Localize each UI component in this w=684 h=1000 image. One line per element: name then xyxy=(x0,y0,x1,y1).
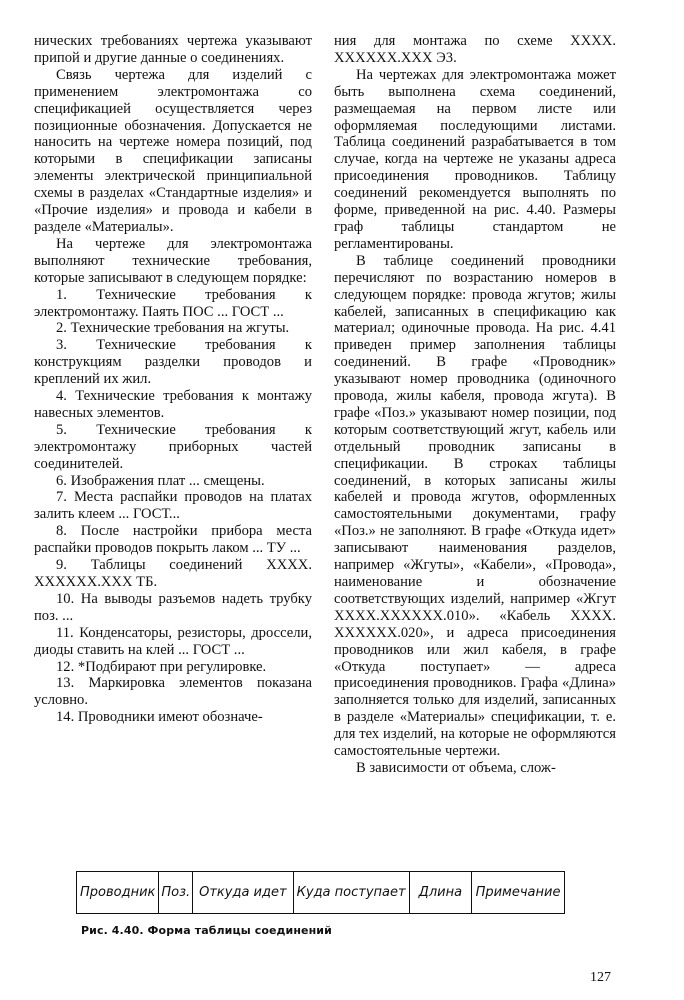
right-text-column xyxy=(334,33,616,777)
left-column-paragraph: На чертеже для электромонтажа выполняют технические требования, которые записывают в следующем порядке: xyxy=(34,235,312,286)
column-header-position: Поз. xyxy=(159,872,193,914)
left-column-paragraph: 1. Технические требования к электромонтажу. Паять ПОС ... ГОСТ ... xyxy=(34,286,312,320)
left-column-paragraph: 7. Места распайки проводов на платах залить клеем ... ГОСТ... xyxy=(34,489,312,523)
column-header-to: Куда поступает xyxy=(293,872,409,914)
left-column-paragraph: 10. На выводы разъемов надеть трубку поз. ... xyxy=(34,590,312,624)
left-column-paragraph: 11. Конденсаторы, резисторы, дроссели, диоды ставить на клей ... ГОСТ ... xyxy=(34,624,312,658)
left-column-paragraph: 14. Проводники имеют обозначе- xyxy=(56,709,263,726)
left-column-paragraph: 6. Изображения плат ... смещены. xyxy=(56,472,265,489)
left-column-paragraph: 5. Технические требования к электромонтажу приборных частей соединителей. xyxy=(34,421,312,472)
column-header-length: Длина xyxy=(409,872,471,914)
left-column-paragraph: 2. Технические требования на жгуты. xyxy=(56,320,290,337)
right-column-paragraph: В таблице соединений проводники перечисляют по возрастанию номеров в следующем порядке: провода жгутов; жилы кабелей, записанных в спецификацию как материал; одиночные провода. На рис. 4.41 приведен пример заполнения таблицы соединений. В графе «Проводник» указывают номер проводника (одиночного провода, жилы кабеля, провода жгута). В графе «Поз.» указывают номер позиции, под которым соответствующий жгут, кабель или отдельный проводник записаны в спецификации. В строках таблицы соединений, в которых записаны жилы кабелей и провода жгутов, оформленных самостоятельными документами, графу «Поз.» не заполняют. В графе «Откуда идет» записывают наименования разделов, например «Жгуты», «Кабели», «Провода», наименование и обозначение соответствующих изделий, например «Жгут XXXX.XXXXXX.010». «Кабель XXXX. XXXXXX.020», и адреса присоединения проводников или жил кабеля, в графе «Откуда поступает» — адреса присоединения проводников. Графа «Длина» заполняется только для изделий, записанных в разделе «Материалы» спецификации, т. е. для тех изделий, на которые не оформляются самостоятельные чертежи. xyxy=(334,252,616,760)
right-column-paragraph: На чертежах для электромонтажа может быть выполнена схема соединений, размещаемая на первом листе или оформляемая последующими листами. Таблица соединений разрабатывается в том случае, когда на чертеже не указаны адреса присоединения проводников. Таблицу соединений рекомендуется выполнять по форме, приведенной на рис. 4.40. Размеры граф таблицы стандартом не регламентированы. xyxy=(334,66,616,252)
right-column-paragraph: В зависимости от объема, слож- xyxy=(356,759,556,776)
connection-table-form xyxy=(76,871,565,914)
left-column-paragraph: Связь чертежа для изделий с применением электромонтажа со спецификацией осуществляется через позиционные обозначения. Допускается не наносить на чертеже номера позиций, под которыми в спецификации записаны элементы электрической принципиальной схемы в разделах «Стандартные изделия» и «Прочие изделия» и провода и кабели в разделе «Материалы». xyxy=(34,66,312,235)
left-text-column xyxy=(34,33,312,726)
column-header-from: Откуда идет xyxy=(193,872,293,914)
page-number: 127 xyxy=(590,970,611,985)
left-column-paragraph: 12. *Подбирают при регулировке. xyxy=(56,658,267,675)
left-column-paragraph: 13. Маркировка элементов показана условно. xyxy=(34,675,312,709)
figure-caption: Рис. 4.40. Форма таблицы соединений xyxy=(81,924,332,937)
left-column-paragraph: 8. После настройки прибора места распайки проводов покрыть лаком ... ТУ ... xyxy=(34,523,312,557)
table-header-row xyxy=(77,872,565,914)
left-column-paragraph: нических требованиях чертежа указывают припой и другие данные о соединениях. xyxy=(34,33,312,66)
column-header-note: Примечание xyxy=(472,872,565,914)
column-header-conductor: Проводник xyxy=(77,872,159,914)
left-column-paragraph: 4. Технические требования к монтажу навесных элементов. xyxy=(34,388,312,421)
left-column-paragraph: 3. Технические требования к конструкциям разделки проводов и креплений их жил. xyxy=(34,337,312,388)
right-column-paragraph: ния для монтажа по схеме XXXX. XXXXXX.XXX Э3. xyxy=(334,33,616,66)
left-column-paragraph: 9. Таблицы соединений XXXX. XXXXXX.XXX ТБ. xyxy=(34,557,312,590)
